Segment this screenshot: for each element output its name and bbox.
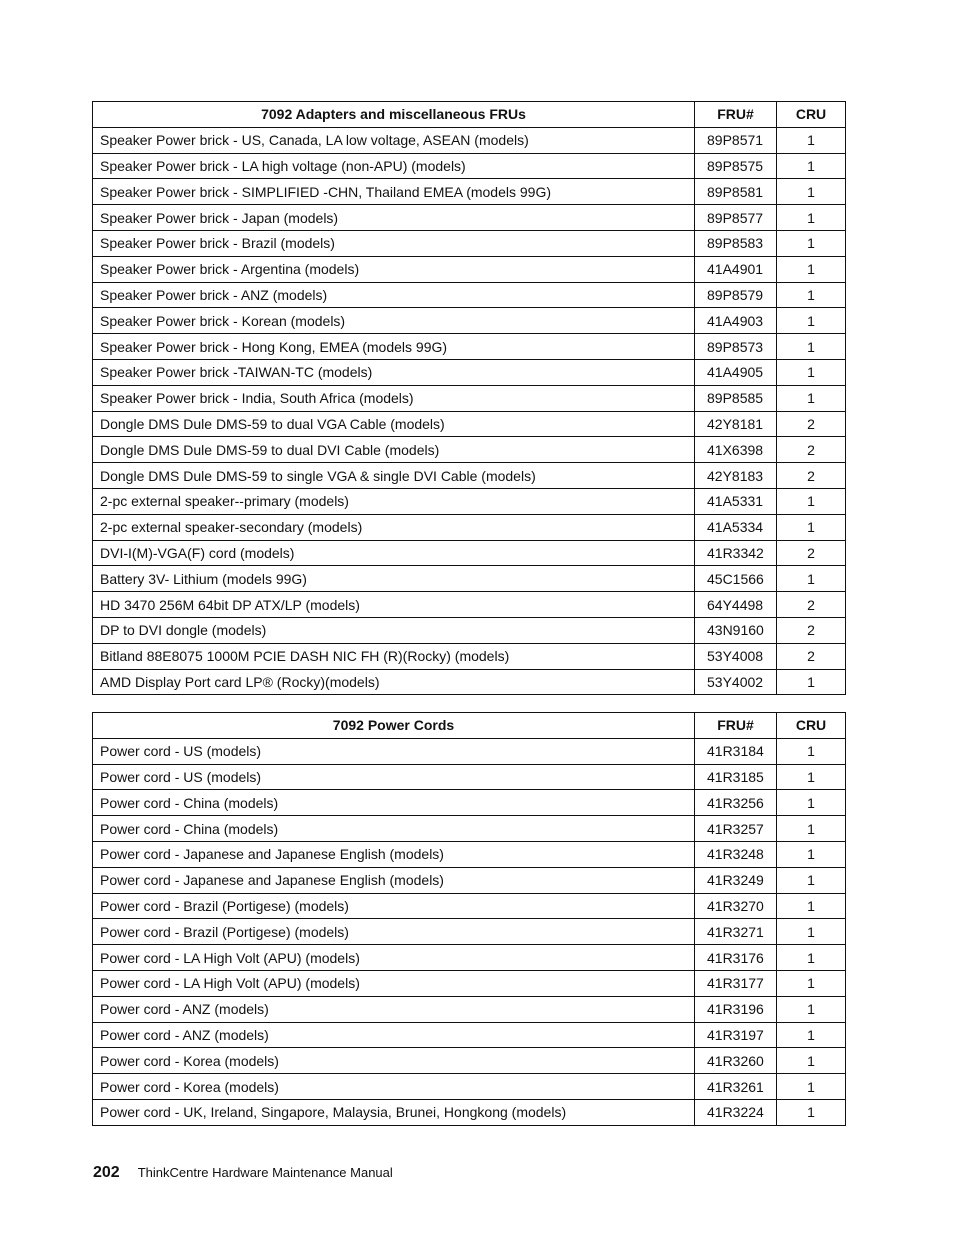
table-header-row xyxy=(93,102,846,128)
fru-number-cell: 41R3197 xyxy=(695,1022,777,1048)
cru-column-header: CRU xyxy=(777,102,846,128)
fru-number-cell: 41R3248 xyxy=(695,841,777,867)
description-cell: Speaker Power brick - India, South Africa (models) xyxy=(93,385,695,411)
fru-number-cell: 64Y4498 xyxy=(695,592,777,618)
description-cell: Power cord - China (models) xyxy=(93,790,695,816)
table-row xyxy=(93,566,846,592)
cru-cell: 1 xyxy=(777,893,846,919)
description-cell: DVI-I(M)-VGA(F) cord (models) xyxy=(93,540,695,566)
fru-number-cell: 41R3249 xyxy=(695,867,777,893)
table-row xyxy=(93,592,846,618)
cru-cell: 1 xyxy=(777,816,846,842)
fru-number-cell: 41A4905 xyxy=(695,359,777,385)
table-row xyxy=(93,1022,846,1048)
cru-cell: 1 xyxy=(777,945,846,971)
adapters-misc-fru-table xyxy=(92,101,846,695)
cru-cell: 1 xyxy=(777,867,846,893)
cru-cell: 1 xyxy=(777,282,846,308)
cru-cell: 1 xyxy=(777,841,846,867)
table-row xyxy=(93,540,846,566)
cru-cell: 1 xyxy=(777,790,846,816)
table-row xyxy=(93,996,846,1022)
cru-cell: 1 xyxy=(777,566,846,592)
fru-number-cell: 41R3196 xyxy=(695,996,777,1022)
cru-column-header: CRU xyxy=(777,713,846,739)
table-row xyxy=(93,841,846,867)
fru-number-cell: 89P8577 xyxy=(695,205,777,231)
description-column-header: 7092 Adapters and miscellaneous FRUs xyxy=(93,102,695,128)
fru-number-cell: 41R3270 xyxy=(695,893,777,919)
description-cell: Speaker Power brick - Brazil (models) xyxy=(93,230,695,256)
description-cell: Speaker Power brick - Korean (models) xyxy=(93,308,695,334)
cru-cell: 1 xyxy=(777,996,846,1022)
description-cell: AMD Display Port card LP® (Rocky)(models) xyxy=(93,669,695,695)
table-row xyxy=(93,643,846,669)
power-cords-fru-table xyxy=(92,712,846,1126)
description-cell: Power cord - ANZ (models) xyxy=(93,996,695,1022)
description-cell: Dongle DMS Dule DMS-59 to dual VGA Cable (models) xyxy=(93,411,695,437)
description-cell: Power cord - US (models) xyxy=(93,764,695,790)
table-row xyxy=(93,919,846,945)
cru-cell: 2 xyxy=(777,617,846,643)
description-cell: Battery 3V- Lithium (models 99G) xyxy=(93,566,695,592)
cru-cell: 1 xyxy=(777,385,846,411)
page-number: 202 xyxy=(93,1164,120,1181)
fru-number-cell: 41R3260 xyxy=(695,1048,777,1074)
fru-number-cell: 89P8583 xyxy=(695,230,777,256)
fru-number-cell: 41R3271 xyxy=(695,919,777,945)
cru-cell: 2 xyxy=(777,437,846,463)
fru-number-cell: 41R3224 xyxy=(695,1099,777,1125)
table-row xyxy=(93,1099,846,1125)
fru-number-cell: 89P8575 xyxy=(695,153,777,179)
fru-number-cell: 41A4903 xyxy=(695,308,777,334)
description-cell: Power cord - LA High Volt (APU) (models) xyxy=(93,970,695,996)
fru-number-cell: 41R3185 xyxy=(695,764,777,790)
description-column-header: 7092 Power Cords xyxy=(93,713,695,739)
table-row xyxy=(93,205,846,231)
cru-cell: 1 xyxy=(777,256,846,282)
table-row xyxy=(93,893,846,919)
description-cell: Power cord - China (models) xyxy=(93,816,695,842)
cru-cell: 1 xyxy=(777,179,846,205)
cru-cell: 2 xyxy=(777,540,846,566)
fru-number-cell: 53Y4008 xyxy=(695,643,777,669)
table-row xyxy=(93,669,846,695)
table-row xyxy=(93,617,846,643)
cru-cell: 2 xyxy=(777,643,846,669)
page-footer xyxy=(93,1164,393,1182)
fru-number-cell: 41A5334 xyxy=(695,514,777,540)
description-cell: Power cord - Japanese and Japanese English (models) xyxy=(93,867,695,893)
cru-cell: 1 xyxy=(777,738,846,764)
cru-cell: 1 xyxy=(777,669,846,695)
cru-cell: 1 xyxy=(777,308,846,334)
fru-number-cell: 41A4901 xyxy=(695,256,777,282)
table-row xyxy=(93,816,846,842)
table-row xyxy=(93,738,846,764)
fru-number-cell: 41A5331 xyxy=(695,488,777,514)
description-cell: Power cord - Korea (models) xyxy=(93,1074,695,1100)
fru-number-cell: 41R3342 xyxy=(695,540,777,566)
table-row xyxy=(93,463,846,489)
table-row xyxy=(93,334,846,360)
description-cell: Speaker Power brick - Hong Kong, EMEA (models 99G) xyxy=(93,334,695,360)
fru-number-cell: 41R3177 xyxy=(695,970,777,996)
cru-cell: 1 xyxy=(777,764,846,790)
description-cell: Speaker Power brick - Argentina (models) xyxy=(93,256,695,282)
fru-column-header: FRU# xyxy=(695,713,777,739)
cru-cell: 2 xyxy=(777,463,846,489)
fru-number-cell: 89P8585 xyxy=(695,385,777,411)
cru-cell: 1 xyxy=(777,919,846,945)
description-cell: 2-pc external speaker--primary (models) xyxy=(93,488,695,514)
table-row xyxy=(93,127,846,153)
table-row xyxy=(93,256,846,282)
fru-number-cell: 41R3176 xyxy=(695,945,777,971)
description-cell: Speaker Power brick - ANZ (models) xyxy=(93,282,695,308)
fru-number-cell: 41R3184 xyxy=(695,738,777,764)
table-row xyxy=(93,1048,846,1074)
description-cell: Power cord - Korea (models) xyxy=(93,1048,695,1074)
fru-number-cell: 41R3257 xyxy=(695,816,777,842)
fru-number-cell: 53Y4002 xyxy=(695,669,777,695)
table-row xyxy=(93,437,846,463)
description-cell: Power cord - LA High Volt (APU) (models) xyxy=(93,945,695,971)
description-cell: Power cord - US (models) xyxy=(93,738,695,764)
description-cell: 2-pc external speaker-secondary (models) xyxy=(93,514,695,540)
fru-number-cell: 89P8581 xyxy=(695,179,777,205)
table-row xyxy=(93,153,846,179)
table-row xyxy=(93,308,846,334)
fru-number-cell: 89P8571 xyxy=(695,127,777,153)
cru-cell: 1 xyxy=(777,970,846,996)
description-cell: Power cord - Brazil (Portigese) (models) xyxy=(93,919,695,945)
description-cell: Speaker Power brick - SIMPLIFIED -CHN, Thailand EMEA (models 99G) xyxy=(93,179,695,205)
cru-cell: 1 xyxy=(777,1099,846,1125)
table-row xyxy=(93,514,846,540)
description-cell: Dongle DMS Dule DMS-59 to dual DVI Cable (models) xyxy=(93,437,695,463)
table-row xyxy=(93,359,846,385)
cru-cell: 1 xyxy=(777,1074,846,1100)
fru-column-header: FRU# xyxy=(695,102,777,128)
fru-number-cell: 89P8579 xyxy=(695,282,777,308)
cru-cell: 1 xyxy=(777,1048,846,1074)
table-row xyxy=(93,385,846,411)
cru-cell: 1 xyxy=(777,153,846,179)
table-row xyxy=(93,764,846,790)
table-row xyxy=(93,1074,846,1100)
description-cell: Power cord - Japanese and Japanese English (models) xyxy=(93,841,695,867)
manual-title: ThinkCentre Hardware Maintenance Manual xyxy=(137,1165,393,1180)
description-cell: Speaker Power brick - LA high voltage (non-APU) (models) xyxy=(93,153,695,179)
cru-cell: 1 xyxy=(777,359,846,385)
description-cell: DP to DVI dongle (models) xyxy=(93,617,695,643)
cru-cell: 1 xyxy=(777,334,846,360)
cru-cell: 1 xyxy=(777,127,846,153)
fru-number-cell: 42Y8183 xyxy=(695,463,777,489)
table-row xyxy=(93,790,846,816)
description-cell: Bitland 88E8075 1000M PCIE DASH NIC FH (R)(Rocky) (models) xyxy=(93,643,695,669)
table-row xyxy=(93,411,846,437)
table-row xyxy=(93,488,846,514)
description-cell: Dongle DMS Dule DMS-59 to single VGA & single DVI Cable (models) xyxy=(93,463,695,489)
fru-number-cell: 89P8573 xyxy=(695,334,777,360)
cru-cell: 1 xyxy=(777,205,846,231)
fru-number-cell: 41R3256 xyxy=(695,790,777,816)
table-row xyxy=(93,970,846,996)
table-row xyxy=(93,867,846,893)
description-cell: Power cord - UK, Ireland, Singapore, Malaysia, Brunei, Hongkong (models) xyxy=(93,1099,695,1125)
fru-number-cell: 41R3261 xyxy=(695,1074,777,1100)
table-row xyxy=(93,179,846,205)
cru-cell: 2 xyxy=(777,411,846,437)
description-cell: Speaker Power brick - US, Canada, LA low voltage, ASEAN (models) xyxy=(93,127,695,153)
cru-cell: 1 xyxy=(777,1022,846,1048)
fru-number-cell: 42Y8181 xyxy=(695,411,777,437)
fru-number-cell: 45C1566 xyxy=(695,566,777,592)
description-cell: Power cord - ANZ (models) xyxy=(93,1022,695,1048)
description-cell: HD 3470 256M 64bit DP ATX/LP (models) xyxy=(93,592,695,618)
cru-cell: 1 xyxy=(777,230,846,256)
description-cell: Speaker Power brick -TAIWAN-TC (models) xyxy=(93,359,695,385)
cru-cell: 2 xyxy=(777,592,846,618)
table-row xyxy=(93,945,846,971)
table-header-row xyxy=(93,713,846,739)
table-row xyxy=(93,282,846,308)
fru-number-cell: 41X6398 xyxy=(695,437,777,463)
description-cell: Speaker Power brick - Japan (models) xyxy=(93,205,695,231)
cru-cell: 1 xyxy=(777,488,846,514)
fru-number-cell: 43N9160 xyxy=(695,617,777,643)
description-cell: Power cord - Brazil (Portigese) (models) xyxy=(93,893,695,919)
cru-cell: 1 xyxy=(777,514,846,540)
table-row xyxy=(93,230,846,256)
